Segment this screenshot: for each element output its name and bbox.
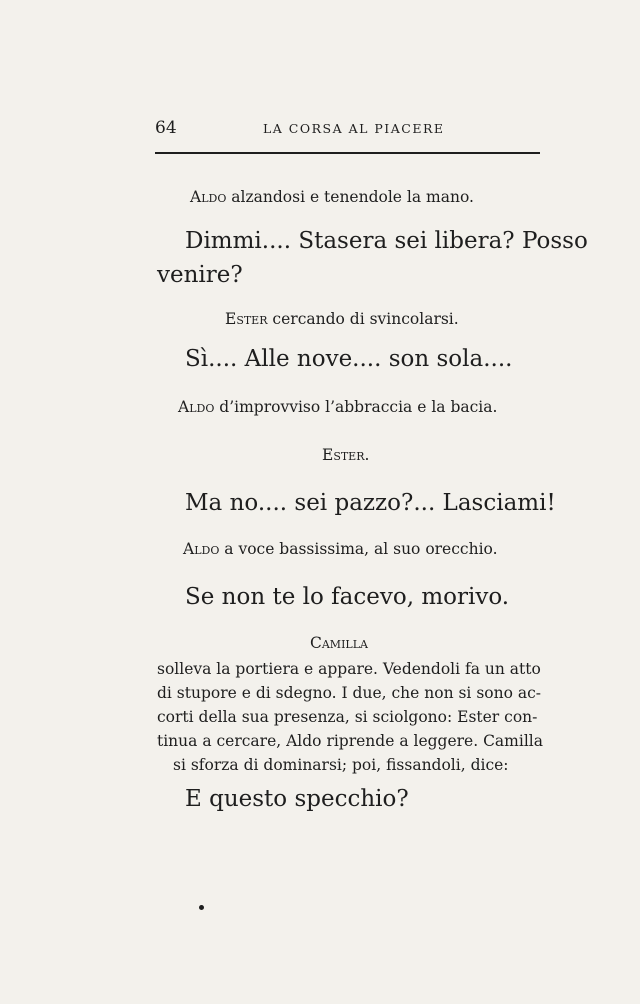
page-header: [155, 118, 540, 142]
header-rule: [155, 152, 540, 154]
stage-direction-paragraph-line: si sforza di dominarsi; poi, fissandoli, dice:: [173, 756, 509, 774]
stage-direction-aldo-2: [178, 398, 497, 416]
speech-line: Ma no.... sei pazzo?... Lasciami!: [185, 490, 556, 516]
ink-dot: [199, 905, 204, 910]
direction-text: a voce bassissima, al suo orecchio.: [219, 540, 498, 558]
stage-direction-ester-1: [225, 310, 459, 328]
speech-line: venire?: [157, 262, 243, 288]
direction-text: d’improvviso l’abbraccia e la bacia.: [214, 398, 498, 416]
direction-text: cercando di svincolarsi.: [267, 310, 459, 328]
stage-direction-paragraph-line: corti della sua presenza, si sciolgono: Ester con-: [157, 708, 538, 726]
speaker-name: Ester: [225, 310, 268, 328]
speech-line: Se non te lo facevo, morivo.: [185, 584, 510, 610]
speaker-name: Aldo: [183, 540, 220, 558]
running-title: LA CORSA AL PIACERE: [263, 121, 445, 136]
speaker-name: Aldo: [178, 398, 215, 416]
stage-direction-paragraph-line: tinua a cercare, Aldo riprende a leggere. Camilla: [157, 732, 543, 750]
stage-direction-aldo-3: [183, 540, 498, 558]
stage-direction-aldo-1: [190, 188, 474, 206]
speaker-name: Aldo: [190, 188, 227, 206]
page-number: 64: [155, 118, 177, 138]
direction-text: alzandosi e tenendole la mano.: [226, 188, 474, 206]
stage-direction-paragraph-line: di stupore e di sdegno. I due, che non si sono ac-: [157, 684, 542, 702]
speech-line: Sì.... Alle nove.... son sola....: [185, 346, 513, 372]
speaker-heading-camilla: Camilla: [310, 634, 368, 652]
speech-line: E questo specchio?: [185, 786, 409, 812]
speaker-heading-ester: Ester.: [322, 446, 370, 464]
speech-line: Dimmi.... Stasera sei libera? Posso: [185, 228, 588, 254]
stage-direction-paragraph-line: solleva la portiera e appare. Vedendoli fa un atto: [157, 660, 541, 678]
